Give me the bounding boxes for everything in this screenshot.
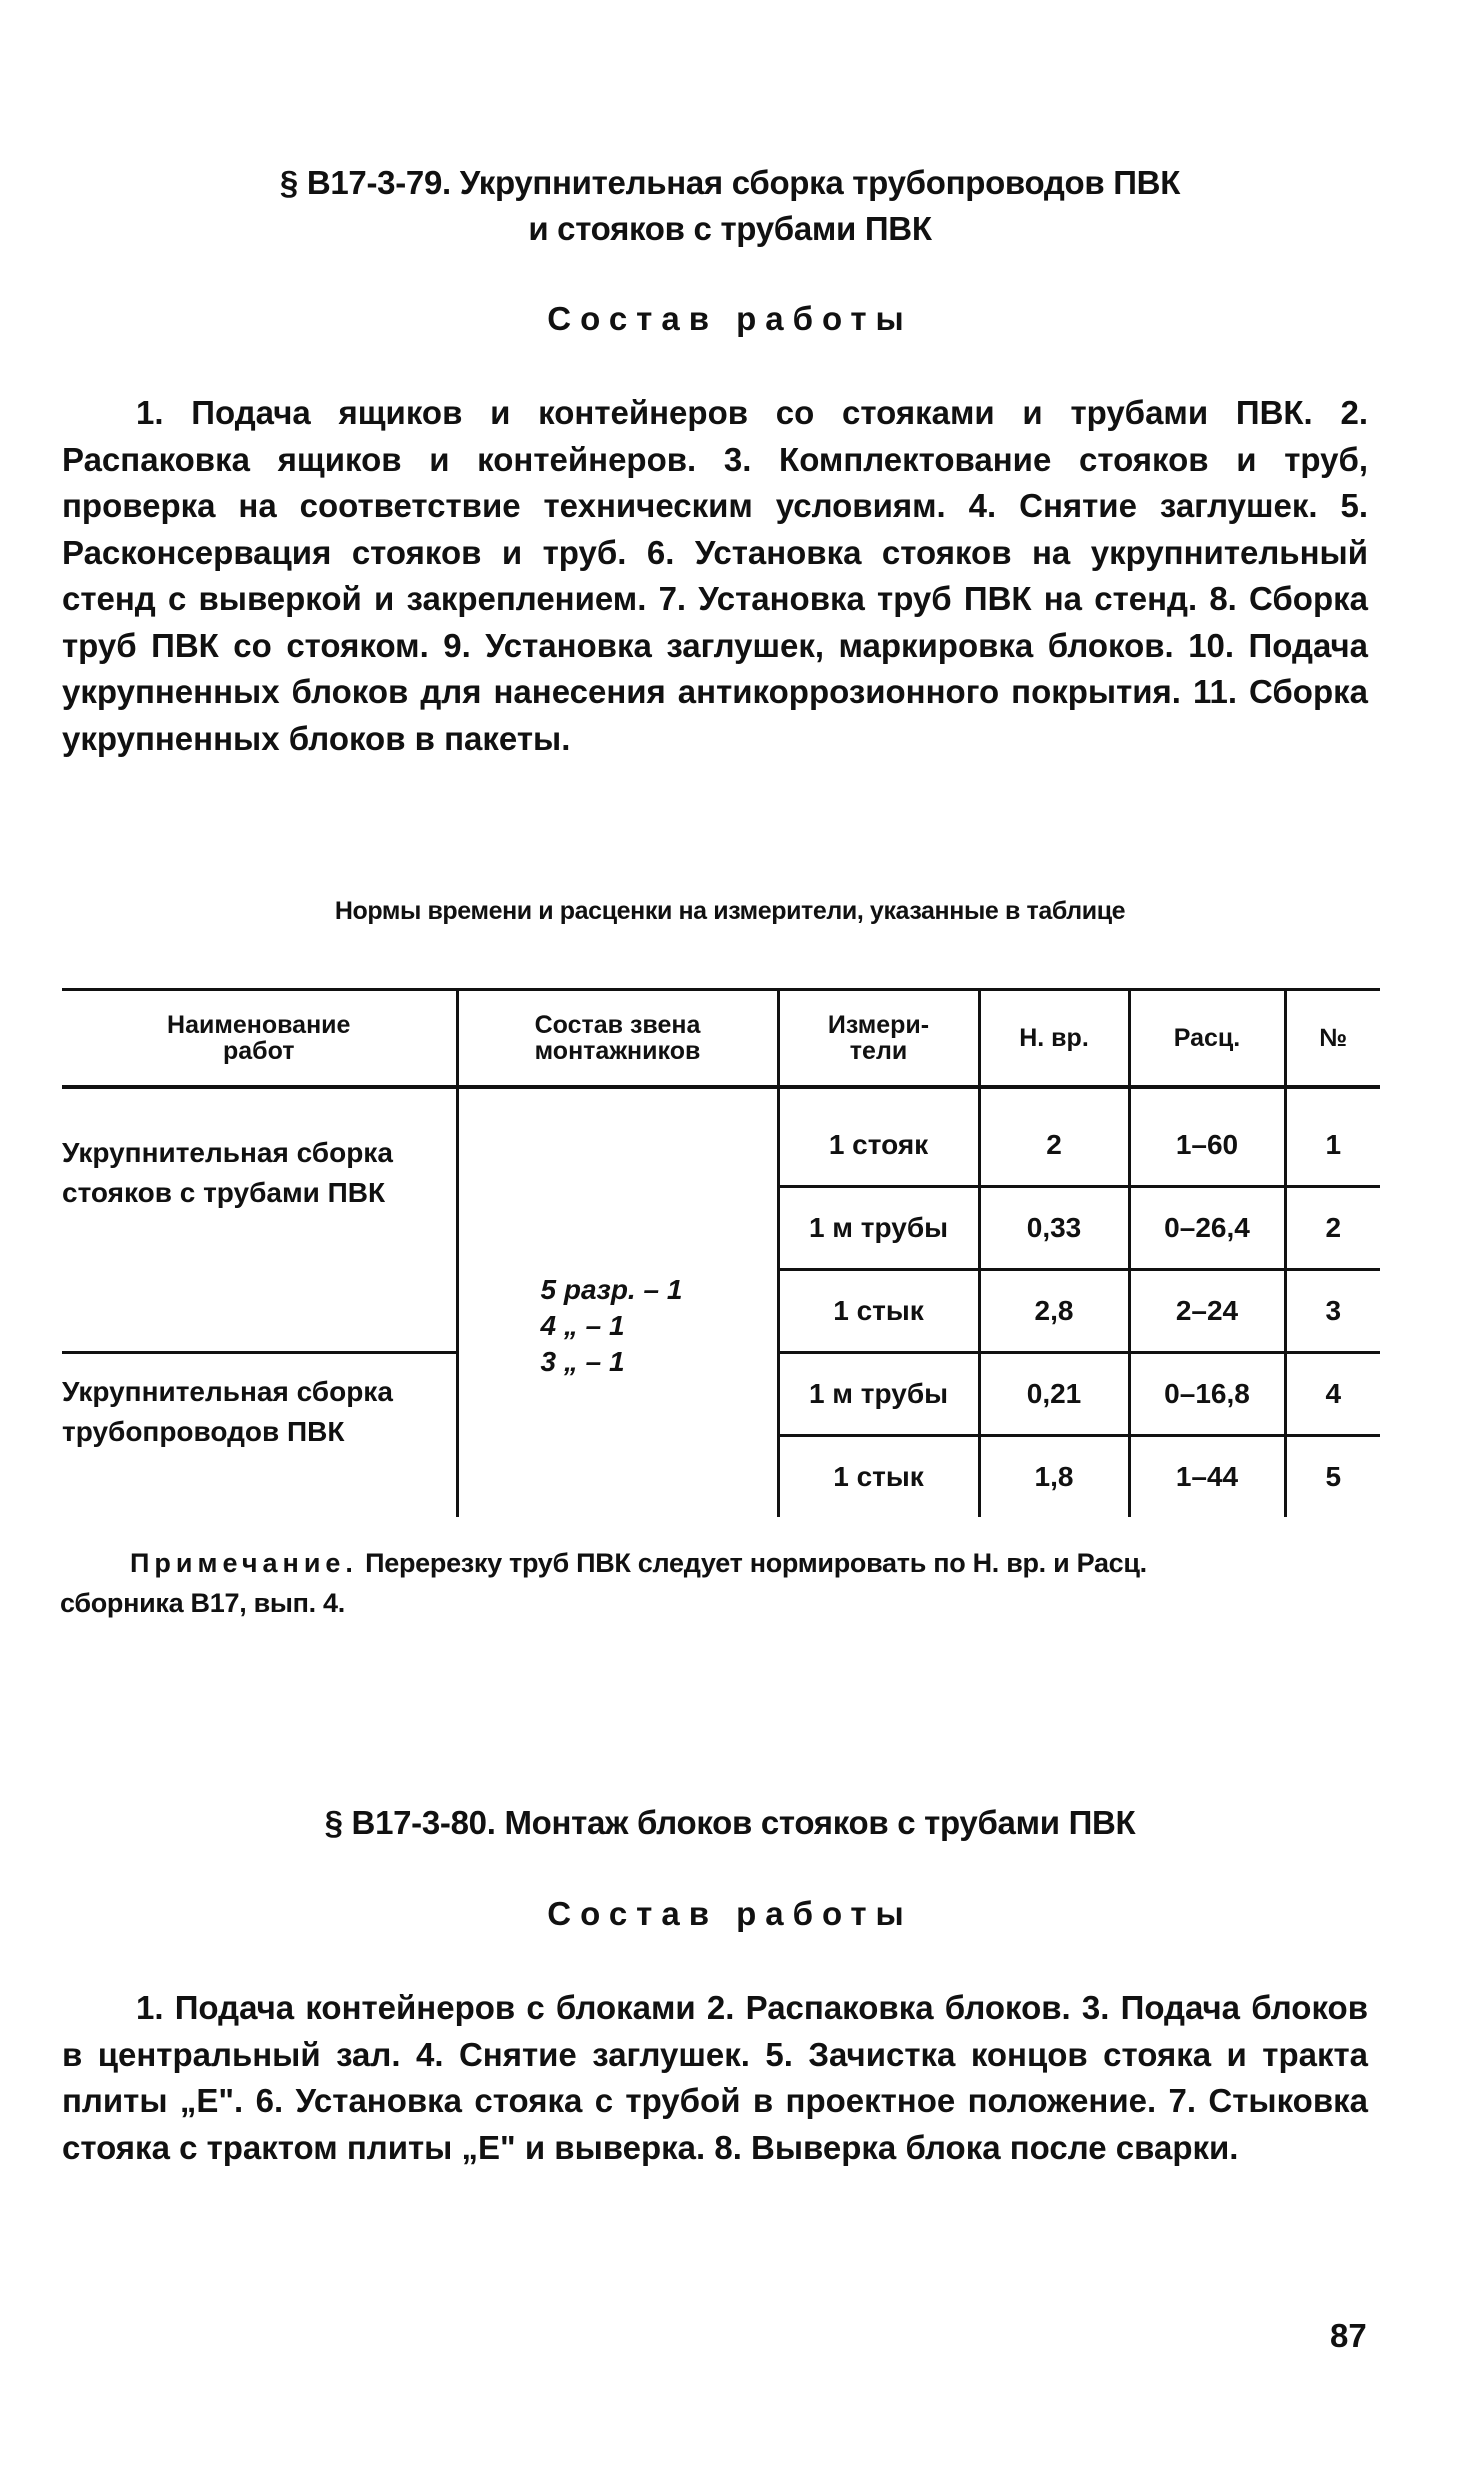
norm-cell: 2 <box>979 1105 1129 1187</box>
unit-cell: 1 стык <box>778 1270 979 1353</box>
number-cell: 1 <box>1285 1105 1380 1187</box>
section-1-work-text-body: 1. Подача ящиков и контейнеров со стояками и трубами ПВК. 2. Распаковка ящиков и контейнеров. 3. Комплектование стояков и труб, проверка на соответствие техническим условиям. 4. Снятие заглушек. 5. Расконсервация стояков и труб. 6. Установка стояков на укрупнительный стенд с выверкой и закреплением. 7. Установка труб ПВК на стенд. 8. Сборка труб ПВК со стояком. 9. Установка заглушек, маркировка блоков. 10. Подача укрупненных блоков для нанесения антикоррозионного покрытия. 11. Сборка укрупненных блоков в пакеты. <box>62 394 1368 757</box>
work-name-2: Укрупнительная сборка трубопроводов ПВК <box>62 1353 457 1518</box>
header-number: № <box>1285 990 1380 1088</box>
header-rate: Расц. <box>1129 990 1285 1088</box>
crew-line: 3 „ – 1 <box>540 1346 625 1377</box>
unit-cell: 1 стояк <box>778 1105 979 1187</box>
table-caption: Нормы времени и расценки на измерители, указанные в таблице <box>334 897 1126 925</box>
table-note <box>60 1543 1370 1623</box>
section-1-title-line-1: § В17-3-79. Укрупнительная сборка трубопроводов ПВК <box>279 164 1181 201</box>
crew-line: 4 „ – 1 <box>540 1310 625 1341</box>
norm-cell: 0,21 <box>979 1353 1129 1436</box>
number-cell: 5 <box>1285 1436 1380 1518</box>
number-cell: 4 <box>1285 1353 1380 1436</box>
norm-cell: 2,8 <box>979 1270 1129 1353</box>
number-cell: 3 <box>1285 1270 1380 1353</box>
norms-table <box>62 988 1380 1517</box>
rate-cell: 0–26,4 <box>1129 1187 1285 1270</box>
section-2-work-heading: Состав работы <box>547 1895 913 1932</box>
unit-cell: 1 стык <box>778 1436 979 1518</box>
note-label: Примечание. <box>130 1548 358 1578</box>
section-2-work-text-body: 1. Подача контейнеров с блоками 2. Распаковка блоков. 3. Подача блоков в центральный зал. 4. Снятие заглушек. 5. Зачистка концов стояка и тракта плиты „Е". 6. Установка стояка с трубой в проектное положение. 7. Стыковка стояка с трактом плиты „Е" и выверка. 8. Выверка блока после сварки. <box>62 1989 1368 2166</box>
header-unit: Измери- тели <box>778 990 979 1088</box>
rate-cell: 2–24 <box>1129 1270 1285 1353</box>
number-cell: 2 <box>1285 1187 1380 1270</box>
note-text-line-1: Перерезку труб ПВК следует нормировать по Н. вр. и Расц. <box>365 1548 1147 1578</box>
crew-composition <box>457 1105 778 1517</box>
section-2-title: § В17-3-80. Монтаж блоков стояков с трубами ПВК <box>324 1804 1136 1841</box>
table-header-row <box>62 990 1380 1088</box>
header-norm: Н. вр. <box>979 990 1129 1088</box>
note-text-line-2: сборника В17, вып. 4. <box>60 1588 345 1618</box>
section-1-work-heading: Состав работы <box>547 300 913 337</box>
work-name-1: Укрупнительная сборка стояков с трубами ПВК <box>62 1137 393 1208</box>
crew-line: 5 разр. – 1 <box>540 1274 683 1305</box>
header-name: Наименование работ <box>62 990 457 1088</box>
table-row <box>62 1105 1380 1187</box>
rate-cell: 0–16,8 <box>1129 1353 1285 1436</box>
unit-cell: 1 м трубы <box>778 1187 979 1270</box>
norm-cell: 1,8 <box>979 1436 1129 1518</box>
section-1-work-text <box>62 390 1368 762</box>
header-crew: Состав звена монтажников <box>457 990 778 1088</box>
table-gap-row <box>62 1087 1380 1105</box>
section-1-title <box>60 160 1400 252</box>
page-number: 87 <box>1330 2317 1367 2354</box>
section-1-title-line-2: и стояков с трубами ПВК <box>528 210 932 247</box>
unit-cell: 1 м трубы <box>778 1353 979 1436</box>
rate-cell: 1–60 <box>1129 1105 1285 1187</box>
section-2-work-text <box>62 1985 1368 2171</box>
rate-cell: 1–44 <box>1129 1436 1285 1518</box>
norm-cell: 0,33 <box>979 1187 1129 1270</box>
